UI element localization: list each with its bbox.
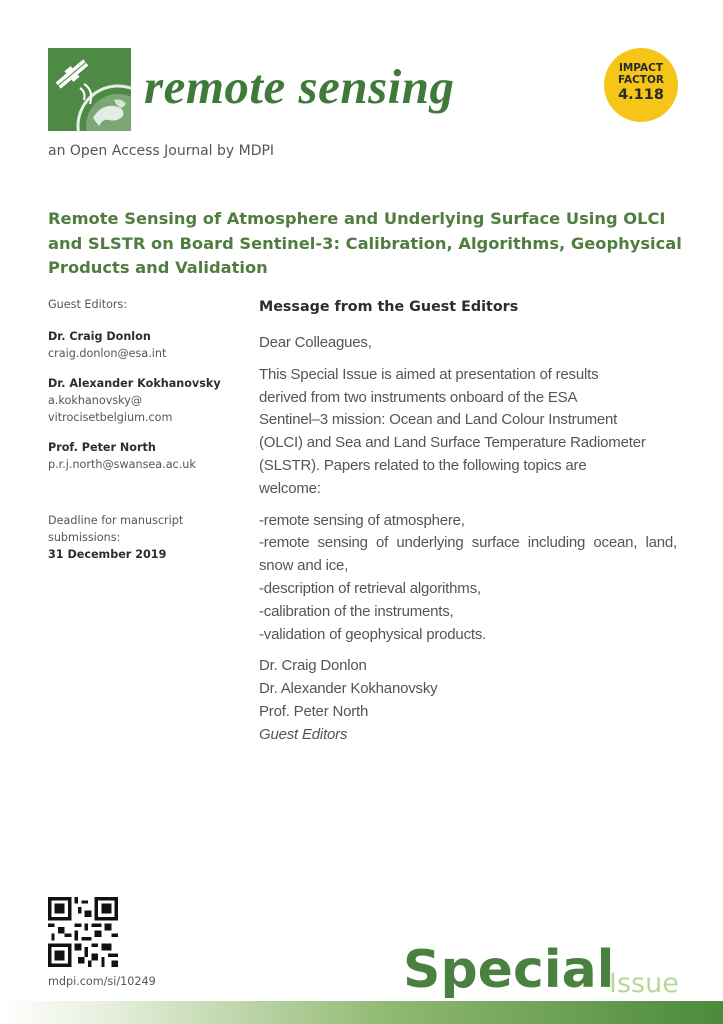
editor-name: Prof. Peter North bbox=[48, 441, 156, 454]
journal-tagline: an Open Access Journal by MDPI bbox=[48, 143, 275, 159]
impact-label-line2: FACTOR bbox=[618, 74, 664, 86]
editor-1 bbox=[48, 328, 248, 362]
issue-wordmark: Issue bbox=[609, 968, 679, 999]
editor-email[interactable]: craig.donlon@esa.int bbox=[48, 347, 167, 360]
impact-value: 4.118 bbox=[618, 87, 664, 103]
list-item: -calibration of the instruments, bbox=[259, 602, 454, 620]
deadline-label: Deadline for manuscript bbox=[48, 514, 184, 527]
list-item: -remote sensing of underlying surface including ocean, land, snow and ice, bbox=[259, 534, 677, 575]
message-topics bbox=[259, 510, 677, 647]
deadline-label: submissions: bbox=[48, 531, 121, 544]
deadline-block bbox=[48, 512, 248, 563]
list-item: -description of retrieval algorithms, bbox=[259, 579, 481, 597]
special-issue-title: Remote Sensing of Atmosphere and Underlying Surface Using OLCI and SLSTR on Board Sentinel-3: Calibration, Algorithms, Geophysical Products and Validation bbox=[48, 209, 682, 277]
guest-editors-message bbox=[259, 296, 677, 747]
list-item: -validation of geophysical products. bbox=[259, 625, 487, 643]
message-signatures: Dr. Craig Donlon Dr. Alexander Kokhanovsky Prof. Peter North Guest Editors bbox=[259, 655, 677, 746]
message-greeting: Dear Colleagues, bbox=[259, 334, 372, 351]
signature-role: Guest Editors bbox=[259, 725, 348, 743]
journal-logo bbox=[48, 48, 131, 131]
message-intro: This Special Issue is aimed at presentation of results derived from two instruments onboard of the ESA Sentinel–3 mission: Ocean and Land Colour Instrument (OLCI) and Sea and Land Surface Temperature Radiometer (SLSTR). Papers related to the following topics are welcome: bbox=[259, 365, 646, 497]
editor-email[interactable]: vitrocisetbelgium.com bbox=[48, 411, 173, 424]
footer-gradient-bar bbox=[0, 1001, 723, 1024]
editor-3 bbox=[48, 439, 248, 473]
editor-email[interactable]: a.kokhanovsky@ bbox=[48, 394, 143, 407]
journal-name: remote sensing bbox=[144, 59, 455, 114]
qr-code[interactable] bbox=[48, 897, 118, 967]
special-issue-url[interactable]: mdpi.com/si/10249 bbox=[48, 975, 156, 988]
editor-name: Dr. Alexander Kokhanovsky bbox=[48, 377, 221, 390]
deadline-date: 31 December 2019 bbox=[48, 548, 167, 561]
editor-name: Dr. Craig Donlon bbox=[48, 330, 151, 343]
satellite-globe-icon bbox=[48, 48, 131, 131]
sidebar bbox=[48, 296, 248, 563]
special-wordmark: Special bbox=[403, 940, 615, 1000]
message-heading: Message from the Guest Editors bbox=[259, 299, 519, 315]
list-item: -remote sensing of atmosphere, bbox=[259, 511, 465, 529]
editor-email[interactable]: p.r.j.north@swansea.ac.uk bbox=[48, 458, 196, 471]
guest-editors-label: Guest Editors: bbox=[48, 298, 128, 311]
impact-factor-badge bbox=[604, 48, 678, 122]
qr-code-icon bbox=[48, 897, 118, 967]
editor-2 bbox=[48, 375, 248, 426]
impact-label-line1: IMPACT bbox=[618, 62, 664, 74]
